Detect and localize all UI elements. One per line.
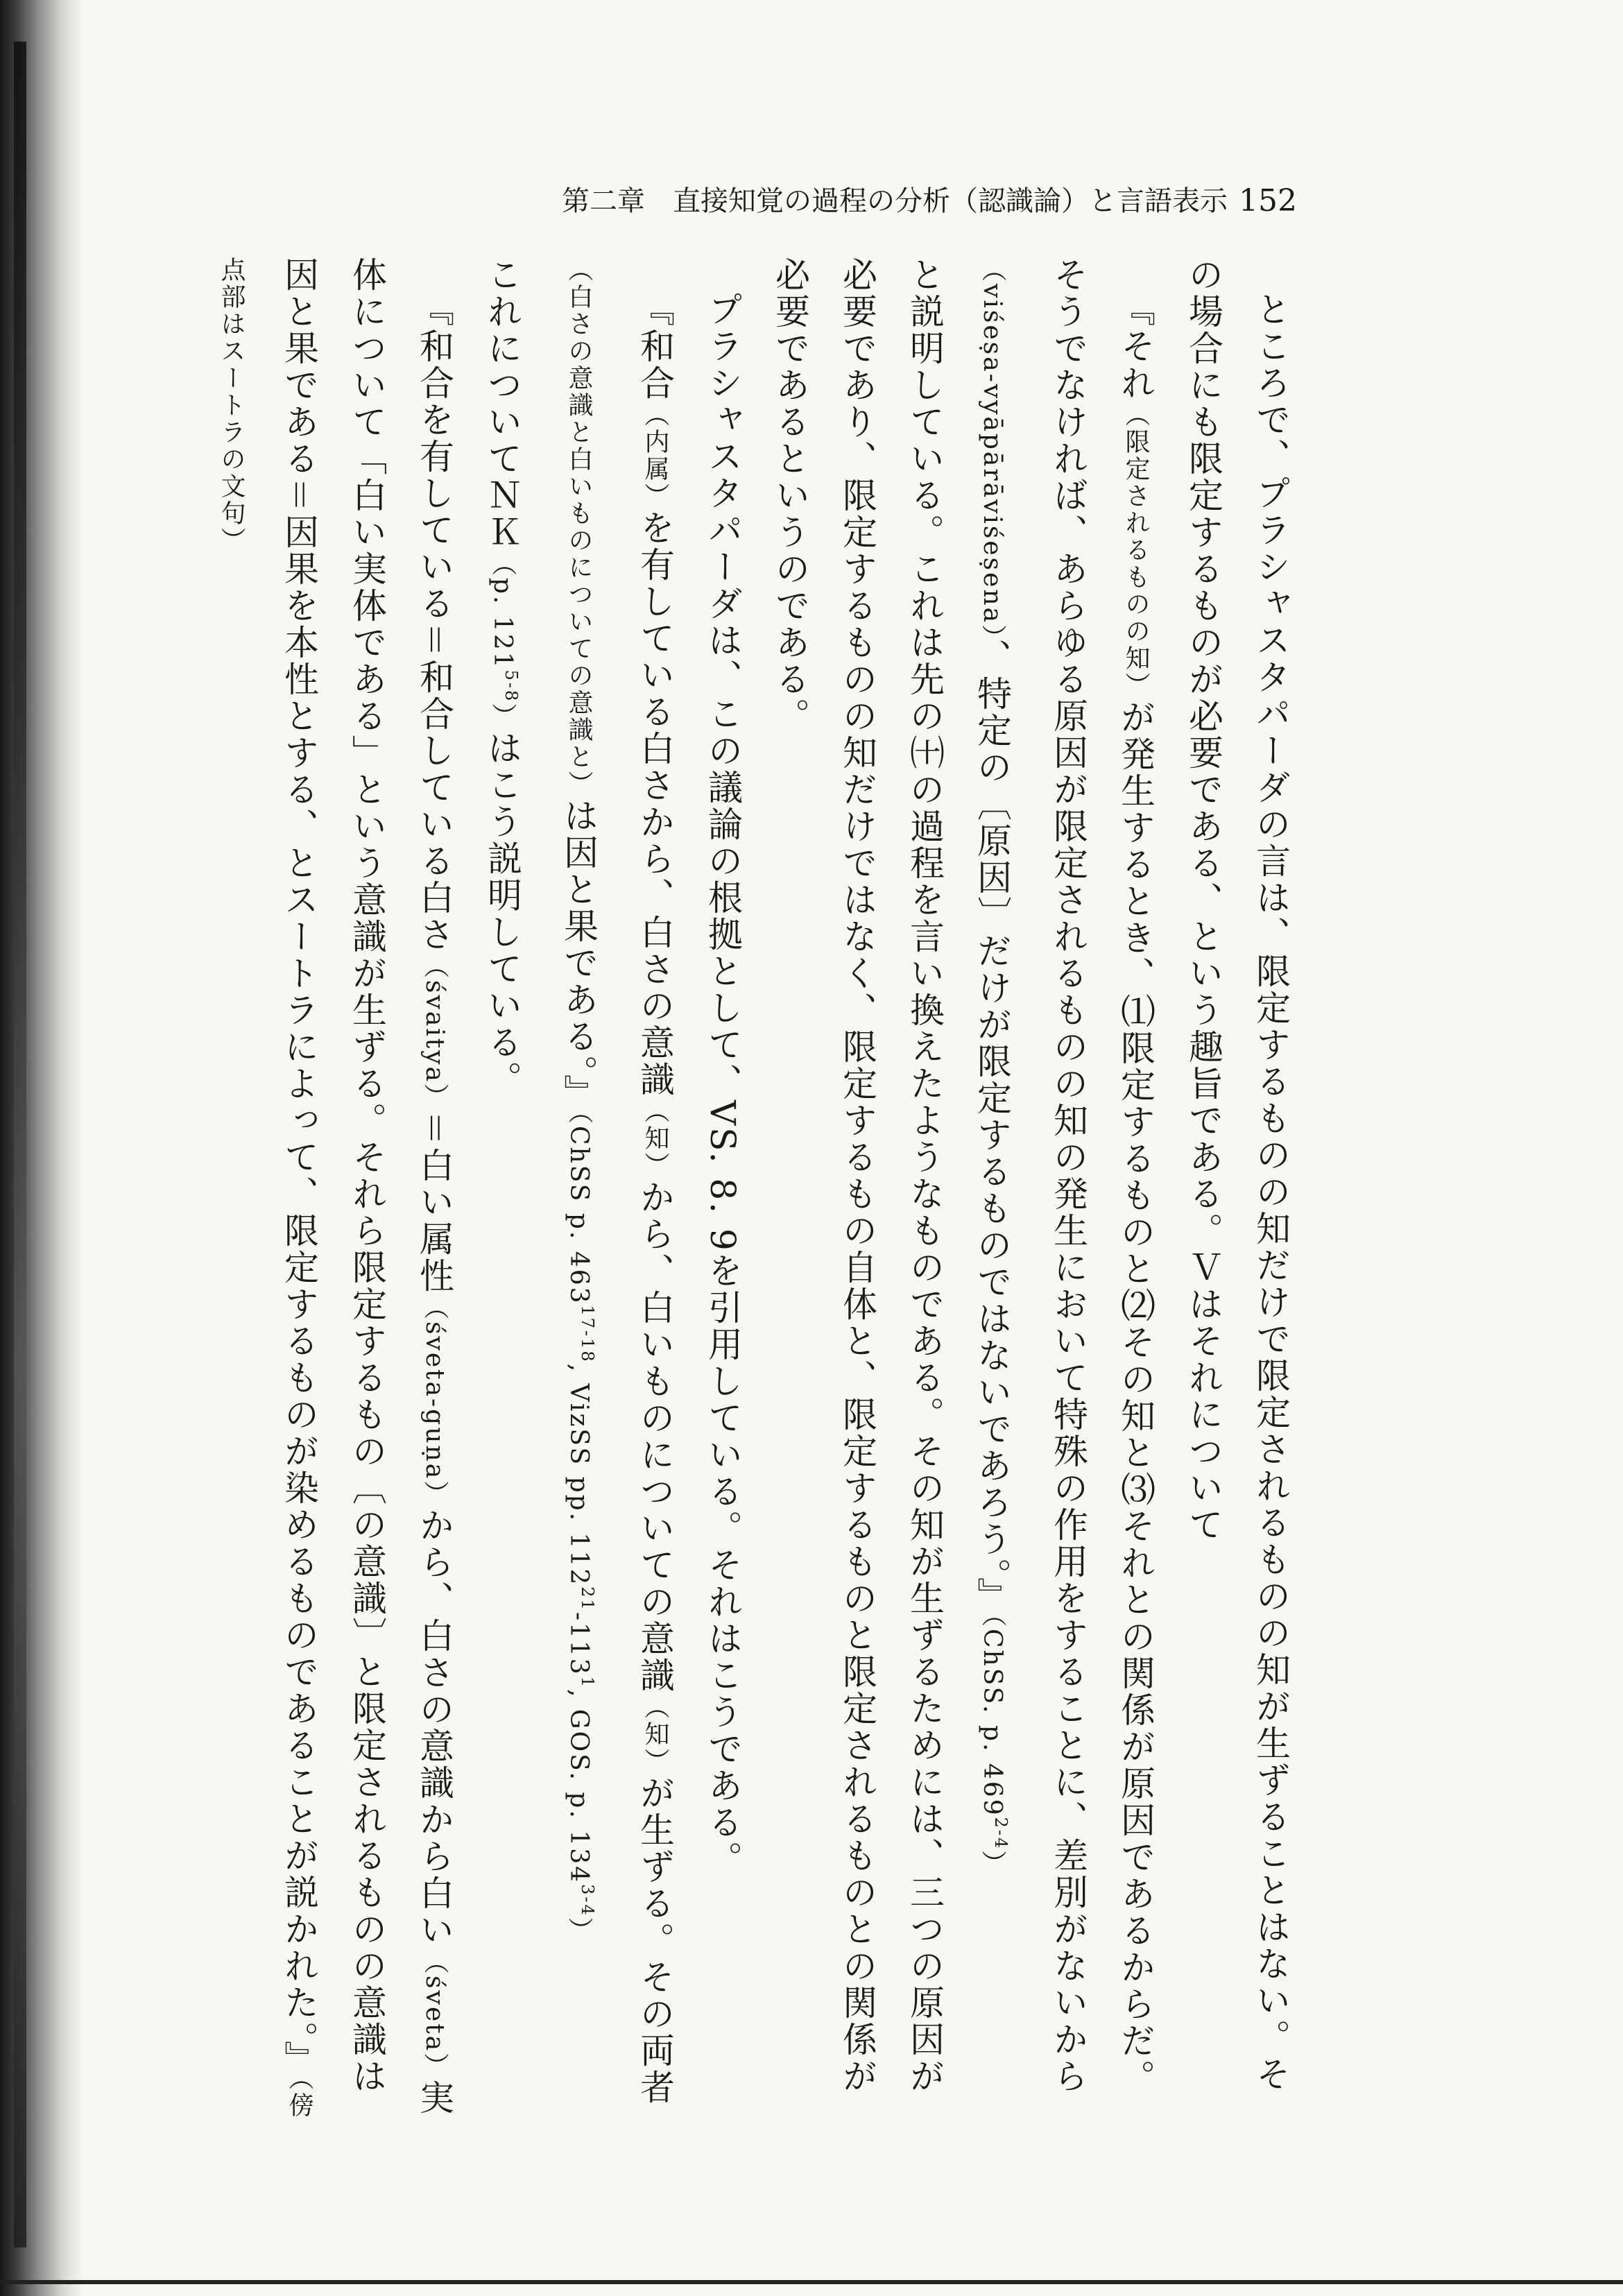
quotation-2: 『和合（内属）を有している白さから、白さの意識（知）から、白いものについての意識（知）が生ずる。その両者（白さの意識と白いものについての意識と）は因と果である。』（ChSS p. 463$^{17-18}$, VizSS pp. $112^{21}-113^1$, GOS. p. 134$^{3-4}$） [558,257,675,2106]
chapter-title: 第二章 直接知覚の過程の分析（認識論）と言語表示 [562,185,1228,217]
quotation-3: 『和合を有している＝和合している白さ（śvaitya）＝白い属性（śveta-guṇa）から、白さの意識から白い（śveta）実体について「白い実体である」という意識が生ずる。それら限定するもの〔の意識〕と限定されるものの意識は因と果である＝因果を本性とする、とスートラによって、限定するものが染めるものであることが説かれた。』（傍点部はスートラの文句） [217,257,454,2119]
quotation-3-note: （傍点部はスートラの文句） [217,257,314,2119]
running-head [562,177,1297,225]
page-number: 152 [1239,183,1297,219]
citation-3: （p. 121$^{5-8}$） [488,551,521,730]
quotation-1-note: （限定されるものの知） [1122,402,1150,699]
binding-edge-streak [14,42,26,2247]
paragraph-4: これについてＮＫ（p. 121$^{5-8}$）はこう説明している。 [482,257,522,1098]
bottom-scan-edge [0,2280,1623,2284]
sanskrit-term: （viśeṣa-vyāpārāviśeṣena） [978,257,1006,640]
paragraph-2: と説明している。これは先の㈩の過程を言い換えたようなものである。その知が生ずるためには、三つの原因が必要であり、限定するものの知だけではなく、限定するもの自体と、限定するものと限定されるものとの関係が必要であるというのである。 [770,257,945,2095]
body-text [166,257,1304,2123]
binding-edge-shadow [0,0,83,2296]
paragraph-3: プラシャスタパーダは、この議論の根拠として、VS. 8. 9を引用している。それはこうである。 [703,291,743,1878]
paragraph-1: ところで、プラシャスタパーダの言は、限定するものの知だけで限定されるものの知が生ずることはない。その場合にも限定するものが必要である、という趣旨である。Ｖはそれについて [1183,257,1291,2093]
quotation-1: 『それ（限定されるものの知）が発生するとき、⑴限定するものと⑵その知と⑶それとの関係が原因であるからだ。そうでなければ、あらゆる原因が限定されるものの知の発生において特殊の作用をすることに、差別がないから（viśeṣa-vyāpārāviśeṣena）、特定の〔原因〕だけが限定するものではないであろう。』（ChSS. p. 469$^{2-4}$） [972,257,1156,2096]
citation-1: （ChSS. p. 469$^{2-4}$） [978,1614,1011,1878]
citation-2: （ChSS p. 463$^{17-18}$, VizSS pp. $112^{21}-113^1$, GOS. p. 134$^{3-4}$） [565,1111,597,1944]
